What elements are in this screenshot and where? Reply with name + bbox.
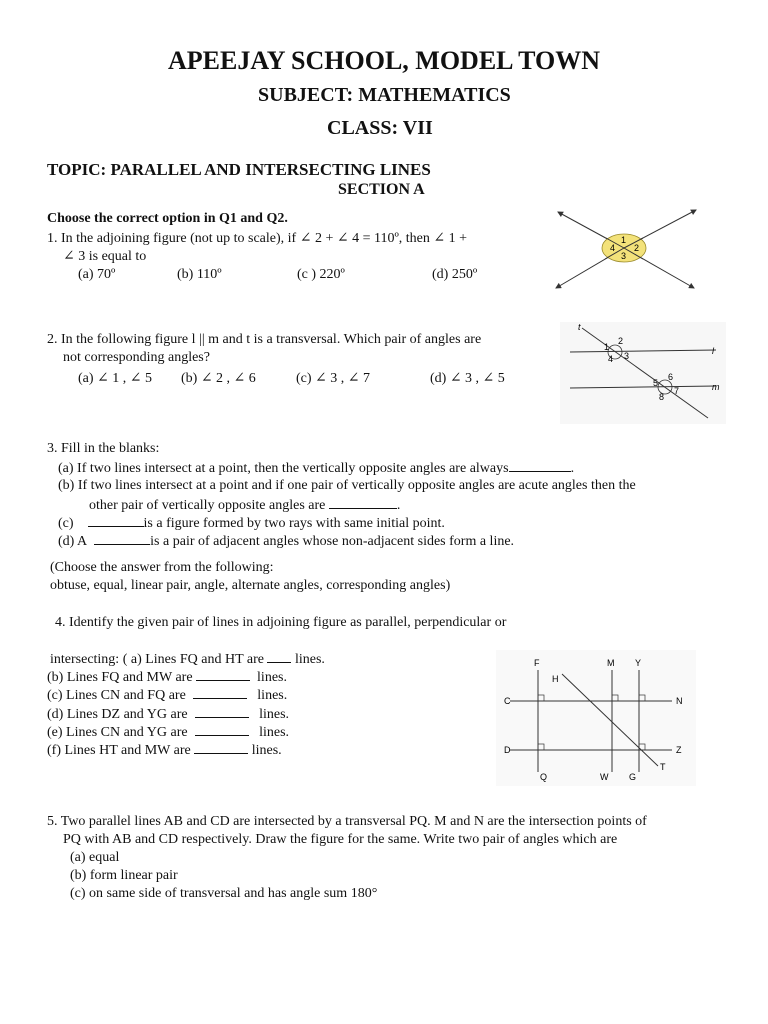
q4-label-T: T bbox=[660, 762, 666, 772]
topic-heading: TOPIC: PARALLEL AND INTERSECTING LINES bbox=[47, 160, 431, 179]
subject-heading: SUBJECT: MATHEMATICS bbox=[258, 84, 511, 106]
q2-angle-2: 2 bbox=[618, 336, 624, 346]
q3-c-suffix: is a figure formed by two rays with same initial point. bbox=[143, 516, 445, 531]
q3-d-prefix: (d) A bbox=[58, 534, 88, 549]
q4-a-suffix: lines. bbox=[294, 652, 325, 667]
q4-b-prefix: (b) Lines FQ and MW are bbox=[47, 670, 193, 685]
q3-d bbox=[58, 532, 514, 550]
q4-d-prefix: (d) Lines DZ and YG are bbox=[47, 707, 188, 722]
q4-e-suffix: lines. bbox=[259, 725, 290, 740]
q4-d-suffix: lines. bbox=[259, 707, 290, 722]
q4-e bbox=[47, 723, 289, 741]
section-heading: SECTION A bbox=[338, 181, 425, 198]
q5-b: (b) form linear pair bbox=[70, 868, 178, 883]
q4-f-suffix: lines. bbox=[251, 743, 282, 758]
q1-option-d: (d) 250º bbox=[432, 267, 478, 282]
q5-line1: 5. Two parallel lines AB and CD are intersected by a transversal PQ. M and N are the intersection points of bbox=[47, 814, 647, 829]
q2-angle-3: 3 bbox=[624, 351, 630, 361]
q4-a-blank bbox=[267, 650, 291, 663]
q1-angle-label-1: 1 bbox=[621, 235, 627, 245]
q3-a-blank bbox=[509, 459, 571, 472]
q2-option-b: (b) ∠ 2 , ∠ 6 bbox=[181, 371, 256, 386]
q4-label-Z: Z bbox=[676, 745, 682, 755]
q4-label-Q: Q bbox=[540, 772, 548, 782]
q4-c-prefix: (c) Lines CN and FQ are bbox=[47, 688, 186, 703]
q3-choose-line1: (Choose the answer from the following: bbox=[50, 560, 274, 575]
q2-angle-1: 1 bbox=[604, 342, 610, 352]
q3-choose-line2: obtuse, equal, linear pair, angle, alternate angles, corresponding angles) bbox=[50, 578, 451, 593]
q3-d-blank bbox=[94, 532, 150, 545]
q1-option-a: (a) 70º bbox=[78, 267, 116, 282]
class-heading: CLASS: VII bbox=[327, 117, 433, 139]
q4-label-M: M bbox=[607, 658, 615, 668]
q3-a: (a) If two lines intersect at a point, then the vertically opposite angles are always . bbox=[58, 461, 575, 476]
q3-c-blank bbox=[88, 514, 144, 527]
q2-angle-5: 5 bbox=[653, 378, 659, 388]
q4-a bbox=[50, 650, 325, 668]
q2-label-t: t bbox=[578, 322, 581, 332]
q1-angle-label-3: 3 bbox=[621, 251, 627, 261]
q4-d-blank bbox=[195, 705, 249, 718]
q2-line1: 2. In the following figure l || m and t is a transversal. Which pair of angles are bbox=[47, 332, 482, 347]
q4-f-prefix: (f) Lines HT and MW are bbox=[47, 743, 191, 758]
q5-c: (c) on same side of transversal and has angle sum 180° bbox=[70, 886, 378, 901]
q5-a: (a) equal bbox=[70, 850, 120, 865]
q4-label-H: H bbox=[552, 674, 559, 684]
q3-d-suffix: is a pair of adjacent angles whose non-adjacent sides form a line. bbox=[150, 534, 515, 549]
q4-e-blank bbox=[195, 723, 249, 736]
q4-a-prefix: intersecting: ( a) Lines FQ and HT are bbox=[50, 652, 264, 667]
school-name: APEEJAY SCHOOL, MODEL TOWN bbox=[168, 46, 600, 75]
q2-option-d: (d) ∠ 3 , ∠ 5 bbox=[430, 371, 505, 386]
q2-angle-4: 4 bbox=[608, 354, 614, 364]
q1-intersecting-lines-figure bbox=[548, 206, 704, 292]
q4-label-N: N bbox=[676, 696, 683, 706]
instruction: Choose the correct option in Q1 and Q2. bbox=[47, 211, 288, 226]
q4-e-prefix: (e) Lines CN and YG are bbox=[47, 725, 188, 740]
q4-c bbox=[47, 686, 287, 704]
q2-transversal-figure bbox=[560, 322, 726, 424]
q2-label-m: m bbox=[712, 382, 720, 392]
q4-d bbox=[47, 705, 289, 723]
q3-heading: 3. Fill in the blanks: bbox=[47, 441, 160, 456]
q2-angle-6: 6 bbox=[668, 372, 674, 382]
q2-option-a: (a) ∠ 1 , ∠ 5 bbox=[78, 371, 152, 386]
q3-b1: (b) If two lines intersect at a point and if one pair of vertically opposite angles are acute angles then the bbox=[58, 478, 636, 493]
q3-b-blank bbox=[329, 496, 397, 509]
q1-line2: ∠ 3 is equal to bbox=[63, 249, 147, 264]
q3-c-prefix: (c) bbox=[58, 516, 74, 531]
q4-lines-figure bbox=[496, 650, 696, 786]
q4-line1: 4. Identify the given pair of lines in adjoining figure as parallel, perpendicular or bbox=[55, 615, 507, 630]
q5-line2: PQ with AB and CD respectively. Draw the figure for the same. Write two pair of angles which are bbox=[63, 832, 618, 847]
q4-f bbox=[47, 741, 282, 759]
q4-b-blank bbox=[196, 668, 250, 681]
q1-option-c: (c ) 220º bbox=[297, 267, 345, 282]
q4-label-C: C bbox=[504, 696, 511, 706]
q1-line1: 1. In the adjoining figure (not up to scale), if ∠ 2 + ∠ 4 = 110º, then ∠ 1 + bbox=[47, 231, 468, 246]
q1-option-b: (b) 110º bbox=[177, 267, 222, 282]
q4-b-suffix: lines. bbox=[257, 670, 287, 685]
q4-f-blank bbox=[194, 741, 248, 754]
q4-b bbox=[47, 668, 287, 686]
q2-line2: not corresponding angles? bbox=[63, 350, 210, 365]
q2-label-l: l bbox=[712, 346, 714, 356]
q2-angle-7: 7 bbox=[674, 386, 680, 396]
q4-label-F: F bbox=[534, 658, 540, 668]
q1-angle-label-4: 4 bbox=[610, 243, 616, 253]
q4-label-G: G bbox=[629, 772, 637, 782]
q3-c bbox=[58, 514, 445, 532]
q4-label-Y: Y bbox=[635, 658, 642, 668]
q1-angle-label-2: 2 bbox=[634, 243, 640, 253]
q4-c-suffix: lines. bbox=[257, 688, 288, 703]
q2-angle-8: 8 bbox=[659, 392, 665, 402]
q4-c-blank bbox=[193, 686, 247, 699]
q3-b2-text: other pair of vertically opposite angles are bbox=[89, 498, 326, 513]
q3-b2: other pair of vertically opposite angles are . bbox=[89, 498, 401, 513]
q4-label-W: W bbox=[600, 772, 609, 782]
q3-a-text: (a) If two lines intersect at a point, then the vertically opposite angles are always bbox=[58, 461, 509, 476]
q4-label-D: D bbox=[504, 745, 511, 755]
q2-option-c: (c) ∠ 3 , ∠ 7 bbox=[296, 371, 370, 386]
